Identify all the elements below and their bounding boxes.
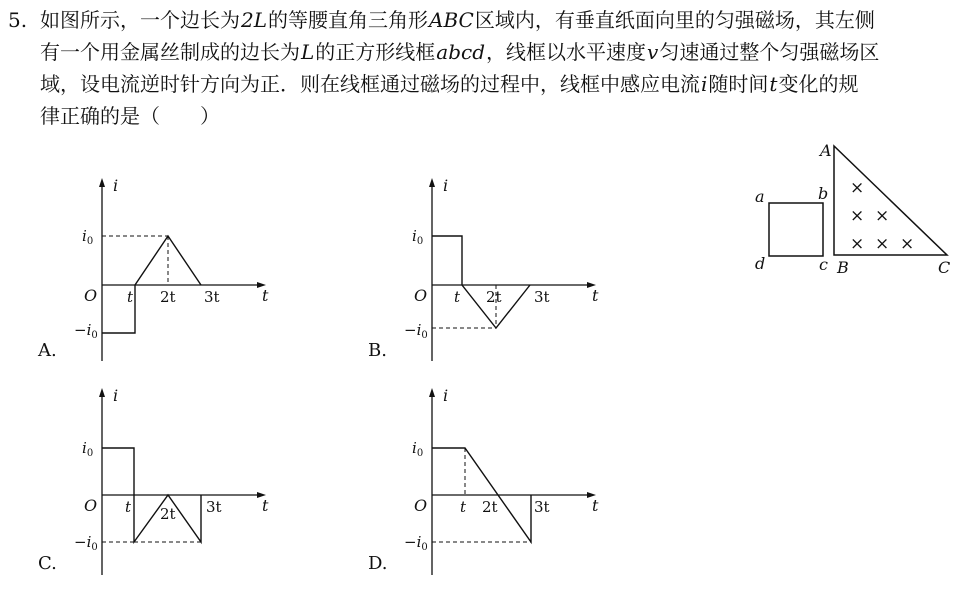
i-axis-label: i xyxy=(113,176,119,195)
i-axis-arrow xyxy=(99,178,105,187)
tick-label-2t: 2t xyxy=(160,288,176,306)
tick-label-t: t xyxy=(125,498,132,516)
setup-diagram xyxy=(740,135,970,285)
pos-i0-label: $i_0$ xyxy=(412,227,424,247)
t-axis-label: t xyxy=(592,496,599,515)
neg-i0-label: $-i_0$ xyxy=(404,321,428,341)
label-vertex-A: A xyxy=(820,141,832,160)
t-axis-label: t xyxy=(262,496,269,515)
neg-i0-label: $-i_0$ xyxy=(74,321,98,341)
i-axis-label: i xyxy=(443,386,449,405)
question-line-2: 有一个用金属丝制成的边长为L的正方形线框abcd，线框以水平速度v匀速通过整个匀强磁场区 xyxy=(40,40,880,64)
tick-label-3t: 3t xyxy=(206,498,222,516)
i-axis-label: i xyxy=(443,176,449,195)
question-text xyxy=(8,4,958,132)
origin-label: O xyxy=(84,286,98,305)
tick-label-t: t xyxy=(460,498,467,516)
label-corner-d: d xyxy=(755,254,766,273)
tick-label-3t: 3t xyxy=(534,498,550,516)
field-mark: × xyxy=(900,234,915,254)
question-line-1: 5. 如图所示，一个边长为2L的等腰直角三角形ABC区域内，有垂直纸面向里的匀强磁场，其左侧 xyxy=(8,4,958,36)
i-axis-label: i xyxy=(113,386,119,405)
question-line-3: 域，设电流逆时针方向为正．则在线框通过磁场的过程中，线框中感应电流i随时间t变化的规 xyxy=(40,72,859,96)
neg-i0-label: $-i_0$ xyxy=(404,533,428,553)
tick-label-2t: 2t xyxy=(486,288,502,306)
option-a-label[interactable]: A. xyxy=(38,340,57,361)
tick-label-t: t xyxy=(127,288,134,306)
current-curve xyxy=(432,236,530,328)
square-loop xyxy=(769,203,823,256)
label-corner-a: a xyxy=(755,187,765,206)
pos-i0-label: $i_0$ xyxy=(412,439,424,459)
question-number: 5. xyxy=(8,8,28,32)
i-axis-arrow xyxy=(429,178,435,187)
graph-option-b xyxy=(404,175,610,365)
field-mark: × xyxy=(850,178,865,198)
tick-label-3t: 3t xyxy=(204,288,220,306)
graph-option-c xyxy=(74,385,280,580)
tick-label-2t: 2t xyxy=(482,498,498,516)
graph-option-d xyxy=(404,385,610,580)
option-d-label[interactable]: D. xyxy=(368,553,388,574)
label-vertex-B: B xyxy=(837,258,849,277)
tick-label-2t: 2t xyxy=(160,505,176,523)
option-c-label[interactable]: C. xyxy=(38,553,57,574)
question-line-4: 律正确的是（ ） xyxy=(40,104,220,128)
label-corner-b: b xyxy=(818,184,829,203)
tick-label-t: t xyxy=(454,288,461,306)
field-mark: × xyxy=(875,234,890,254)
i-axis-arrow xyxy=(99,388,105,397)
field-mark: × xyxy=(850,206,865,226)
label-corner-c: c xyxy=(819,255,828,274)
graph-option-a xyxy=(74,175,280,365)
label-vertex-C: C xyxy=(938,258,951,277)
origin-label: O xyxy=(414,496,428,515)
origin-label: O xyxy=(84,496,98,515)
origin-label: O xyxy=(414,286,428,305)
i-axis-arrow xyxy=(429,388,435,397)
t-axis-label: t xyxy=(592,286,599,305)
tick-label-3t: 3t xyxy=(534,288,550,306)
neg-i0-label: $-i_0$ xyxy=(74,533,98,553)
field-mark: × xyxy=(875,206,890,226)
option-b-label[interactable]: B. xyxy=(368,340,387,361)
pos-i0-label: $i_0$ xyxy=(82,439,94,459)
pos-i0-label: $i_0$ xyxy=(82,227,94,247)
field-mark: × xyxy=(850,234,865,254)
t-axis-label: t xyxy=(262,286,269,305)
